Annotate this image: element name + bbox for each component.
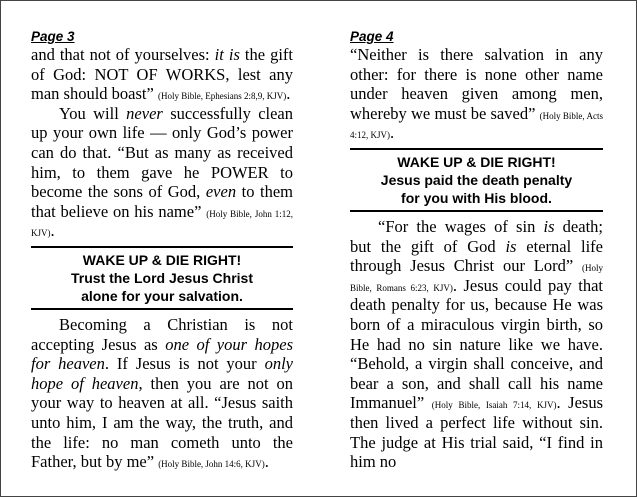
text: death; but the gift of God <box>350 216 603 256</box>
emphasis: even <box>205 182 237 202</box>
citation: (Holy Bible, Romans 6:23, KJV) <box>350 263 603 293</box>
text: “For the wages of sin <box>378 216 544 236</box>
text: to them that believe on his name” <box>31 182 294 221</box>
citation: (Holy Bible, Isaiah 7:14, KJV) <box>431 400 557 411</box>
banner-line-3: for you with His blood. <box>401 189 552 206</box>
text: . <box>50 221 55 241</box>
text: You will <box>59 103 127 123</box>
text: the gift of God: NOT OF WORKS, lest any man should boast” <box>31 45 293 104</box>
text: . <box>264 452 269 472</box>
citation: (Holy Bible, John 14:6, KJV) <box>158 459 265 470</box>
text: . <box>286 84 291 104</box>
emphasis: is <box>505 236 517 256</box>
text: Becoming a Christian is not accepting Jesus as <box>31 314 293 354</box>
emphasis: it is <box>214 45 240 64</box>
page-3-banner <box>31 246 293 310</box>
emphasis: one of your hopes for heaven <box>31 334 293 374</box>
banner-line-1: WAKE UP & DIE RIGHT! <box>82 251 242 268</box>
emphasis: only hope of heaven <box>31 354 293 393</box>
page-4-paragraph-2 <box>350 217 603 472</box>
text: . <box>390 123 395 143</box>
text: successfully clean up your own life — only God’s power can do that. “But as many as received him, to them gave he POWER to become the sons of God, <box>31 103 294 202</box>
page-4-banner <box>350 148 603 212</box>
text: . If Jesus is not your <box>104 354 265 374</box>
text: . Jesus could pay that death penalty for us, because He was born of a miraculous virgin birth, so He had no sin nature like we have. “Behold, a virgin shall conceive, and bear a son, and shall call his name Immanuel” <box>350 275 604 413</box>
text: eternal life through Jesus Christ our Lord” <box>350 236 603 276</box>
citation: (Holy Bible, Acts 4:12, KJV) <box>350 110 604 141</box>
emphasis: never <box>126 103 163 123</box>
page-3-paragraph-2 <box>31 104 293 241</box>
page-4-paragraph-1 <box>350 45 603 143</box>
citation: (Holy Bible, John 1:12, KJV) <box>31 208 294 239</box>
citation: (Holy Bible, Ephesians 2:8,9, KJV) <box>157 91 287 102</box>
page-3-label: Page 3 <box>31 29 75 44</box>
banner-line-2: Trust the Lord Jesus Christ <box>70 269 254 286</box>
text: . Jesus then lived a perfect life without sin. The judge at His trial said, “I find in him no <box>350 393 604 472</box>
page-4-label: Page 4 <box>350 29 394 44</box>
text: , then you are not on your way to heaven at all. “Jesus saith unto him, I am the way, the truth, and the life: no man cometh unto the Father, but by me” <box>31 373 293 472</box>
text: and that not of yourselves: <box>31 45 215 64</box>
emphasis: is <box>543 216 555 236</box>
page-3-column <box>31 29 293 472</box>
page-4-column <box>350 29 603 472</box>
banner-line-1: WAKE UP & DIE RIGHT! <box>397 153 556 170</box>
text: “Neither is there salvation in any other: for there is none other name under heaven given among men, whereby we must be saved” <box>350 45 603 123</box>
page-3-paragraph-1 <box>31 45 293 104</box>
banner-line-3: alone for your salvation. <box>81 287 243 304</box>
page-3-paragraph-3 <box>31 315 293 472</box>
banner-line-2: Jesus paid the death penalty <box>380 171 573 188</box>
